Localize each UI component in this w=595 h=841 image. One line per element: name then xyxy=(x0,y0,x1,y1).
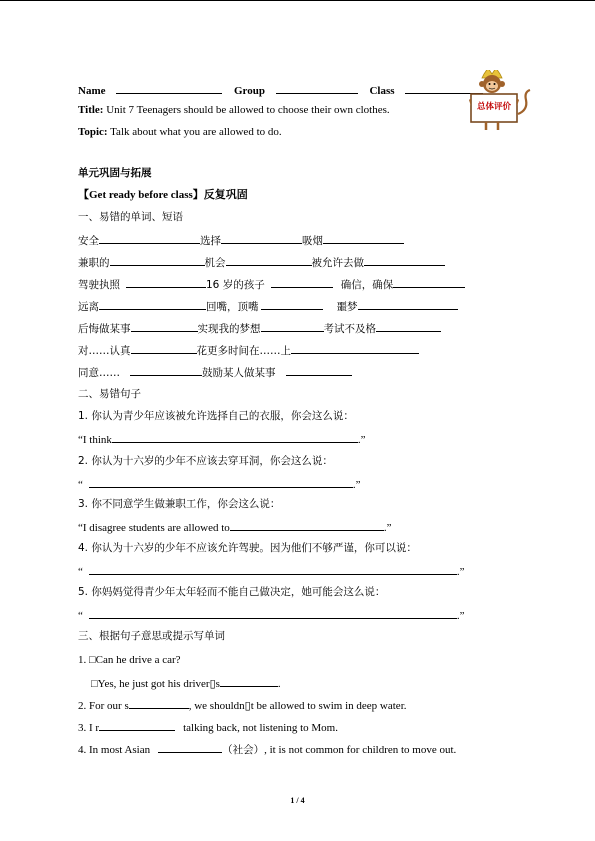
title-label: Title: xyxy=(78,104,104,116)
answer-suffix: , it is not common for children to move out. xyxy=(264,744,457,756)
vocab-prompt: 鼓励某人做某事 xyxy=(202,367,276,379)
answer-blank[interactable] xyxy=(221,232,302,244)
vocab-prompt: 实现我的梦想 xyxy=(197,323,261,335)
vocab-row-1 xyxy=(78,232,404,248)
answer-blank[interactable] xyxy=(126,276,206,288)
answer-prefix: 2. For our s xyxy=(78,700,129,712)
answer-suffix: . xyxy=(277,678,281,690)
vocab-prompt: 吸烟 xyxy=(302,235,323,247)
vocab-prompt: 考试不及格 xyxy=(323,323,376,335)
vocab-row-3 xyxy=(78,276,465,292)
answer-blank[interactable] xyxy=(112,431,358,443)
vocab-prompt: 噩梦 xyxy=(336,301,358,313)
vocab-row-5 xyxy=(78,320,441,336)
group-label: Group xyxy=(234,85,265,97)
name-label: Name xyxy=(78,85,106,97)
answer-blank[interactable] xyxy=(261,320,324,332)
answer-blank[interactable] xyxy=(99,232,200,244)
vocab-prompt: 远离 xyxy=(78,301,99,313)
topic-text: Talk about what you are allowed to do. xyxy=(110,126,282,138)
answer-suffix: talking back, not listening to Mom. xyxy=(183,722,338,734)
group-blank[interactable] xyxy=(276,82,358,94)
answer-blank[interactable] xyxy=(99,719,175,731)
answer-blank[interactable] xyxy=(261,298,323,310)
item-2 xyxy=(78,697,407,713)
answer-blank[interactable] xyxy=(99,298,206,310)
vocab-prompt: 同意…… xyxy=(78,367,120,379)
topic-label: Topic: xyxy=(78,126,108,138)
vocab-prompt: 花更多时间在……上 xyxy=(196,345,291,357)
answer-prefix: “ xyxy=(78,479,83,491)
answer-suffix: .” xyxy=(383,522,392,534)
sentence-question-3: 3. 你不同意学生做兼职工作，你会这么说： xyxy=(78,498,281,510)
logo-text: 总体评价 xyxy=(476,102,511,112)
item-3 xyxy=(78,719,338,735)
section-main-heading: 单元巩固与拓展 xyxy=(78,167,152,179)
answer-blank[interactable] xyxy=(226,254,312,266)
answer-blank[interactable] xyxy=(220,675,278,687)
class-label: Class xyxy=(369,85,395,97)
sentence-question-5: 5. 你妈妈觉得青少年太年轻而不能自己做决定，她可能会这么说： xyxy=(78,586,386,598)
answer-prefix: 4. In most Asian xyxy=(78,744,151,756)
vocab-prompt: 兼职的 xyxy=(78,257,110,269)
answer-blank[interactable] xyxy=(291,342,419,354)
sentence-answer-2 xyxy=(78,476,361,492)
answer-prefix: □Yes, he just got his driver▯s xyxy=(91,678,220,690)
answer-blank[interactable] xyxy=(230,519,384,531)
answer-suffix: .” xyxy=(456,610,465,622)
answer-suffix: .” xyxy=(357,434,366,446)
page-number: 1 / 4 xyxy=(290,796,305,805)
sentence-question-2: 2. 你认为十六岁的少年不应该去穿耳洞，你会这么说： xyxy=(78,455,333,467)
title-line xyxy=(78,103,390,117)
answer-prefix: “I think xyxy=(78,434,112,446)
evaluation-monkey-logo xyxy=(466,70,534,132)
sentence-question-1: 1. 你认为青少年应该被允许选择自己的衣服，你会这么说： xyxy=(78,410,354,422)
vocab-prompt: 对……认真 xyxy=(78,345,131,357)
sentence-answer-1 xyxy=(78,431,366,447)
title-text: Unit 7 Teenagers should be allowed to choose their own clothes. xyxy=(106,104,390,116)
answer-suffix: .” xyxy=(352,479,361,491)
item-1-question: 1. □Can he drive a car? xyxy=(78,654,181,666)
vocab-prompt: 选择 xyxy=(200,235,221,247)
vocab-prompt: 安全 xyxy=(78,235,99,247)
vocab-row-2 xyxy=(78,254,445,270)
answer-blank[interactable] xyxy=(323,232,404,244)
vocab-row-6 xyxy=(78,342,419,358)
answer-blank[interactable] xyxy=(89,476,353,488)
name-blank[interactable] xyxy=(116,82,222,94)
topic-line xyxy=(78,125,282,139)
sentence-answer-5 xyxy=(78,607,465,623)
answer-blank[interactable] xyxy=(364,254,445,266)
part2-heading: 二、易错句子 xyxy=(78,388,141,400)
vocab-prompt: 后悔做某事 xyxy=(78,323,131,335)
answer-blank[interactable] xyxy=(131,320,198,332)
answer-blank[interactable] xyxy=(130,364,202,376)
answer-suffix: , we shouldn▯t be allowed to swim in deep water. xyxy=(188,700,407,712)
answer-blank[interactable] xyxy=(89,607,457,619)
answer-blank[interactable] xyxy=(358,298,458,310)
vocab-prompt: 被允许去做 xyxy=(311,257,364,269)
vocab-prompt: 机会 xyxy=(204,257,226,269)
subheading: 【Get ready before class】反复巩固 xyxy=(78,189,248,201)
word-hint: （社会） xyxy=(222,744,265,756)
vocab-row-7 xyxy=(78,364,352,380)
vocab-prompt: 回嘴，顶嘴 xyxy=(206,301,259,313)
answer-blank[interactable] xyxy=(393,276,465,288)
vocab-row-4 xyxy=(78,298,458,314)
page-top-rule xyxy=(0,0,595,1)
item-4 xyxy=(78,741,456,757)
answer-blank[interactable] xyxy=(129,697,189,709)
answer-blank[interactable] xyxy=(89,563,457,575)
header-info-line xyxy=(78,82,483,98)
answer-blank[interactable] xyxy=(158,741,222,753)
vocab-prompt: 16 岁的孩子 xyxy=(206,279,265,291)
answer-prefix: “ xyxy=(78,566,83,578)
answer-prefix: 3. I r xyxy=(78,722,100,734)
answer-blank[interactable] xyxy=(376,320,441,332)
answer-blank[interactable] xyxy=(286,364,352,376)
sentence-answer-4 xyxy=(78,563,465,579)
vocab-prompt: 驾驶执照 xyxy=(78,279,120,291)
answer-blank[interactable] xyxy=(131,342,197,354)
answer-prefix: “I disagree students are allowed to xyxy=(78,522,230,534)
answer-prefix: “ xyxy=(78,610,83,622)
item-1-answer xyxy=(91,675,281,691)
answer-blank[interactable] xyxy=(271,276,333,288)
vocab-prompt: 确信，确保 xyxy=(340,279,394,291)
part3-heading: 三、根据句子意思或提示写单词 xyxy=(78,630,225,642)
part1-heading: 一、易错的单词、短语 xyxy=(78,211,183,223)
sentence-answer-3 xyxy=(78,519,391,535)
answer-blank[interactable] xyxy=(110,254,205,266)
answer-suffix: .” xyxy=(456,566,465,578)
sentence-question-4: 4. 你认为十六岁的少年不应该允许驾驶。因为他们不够严谨，你可以说： xyxy=(78,542,417,554)
